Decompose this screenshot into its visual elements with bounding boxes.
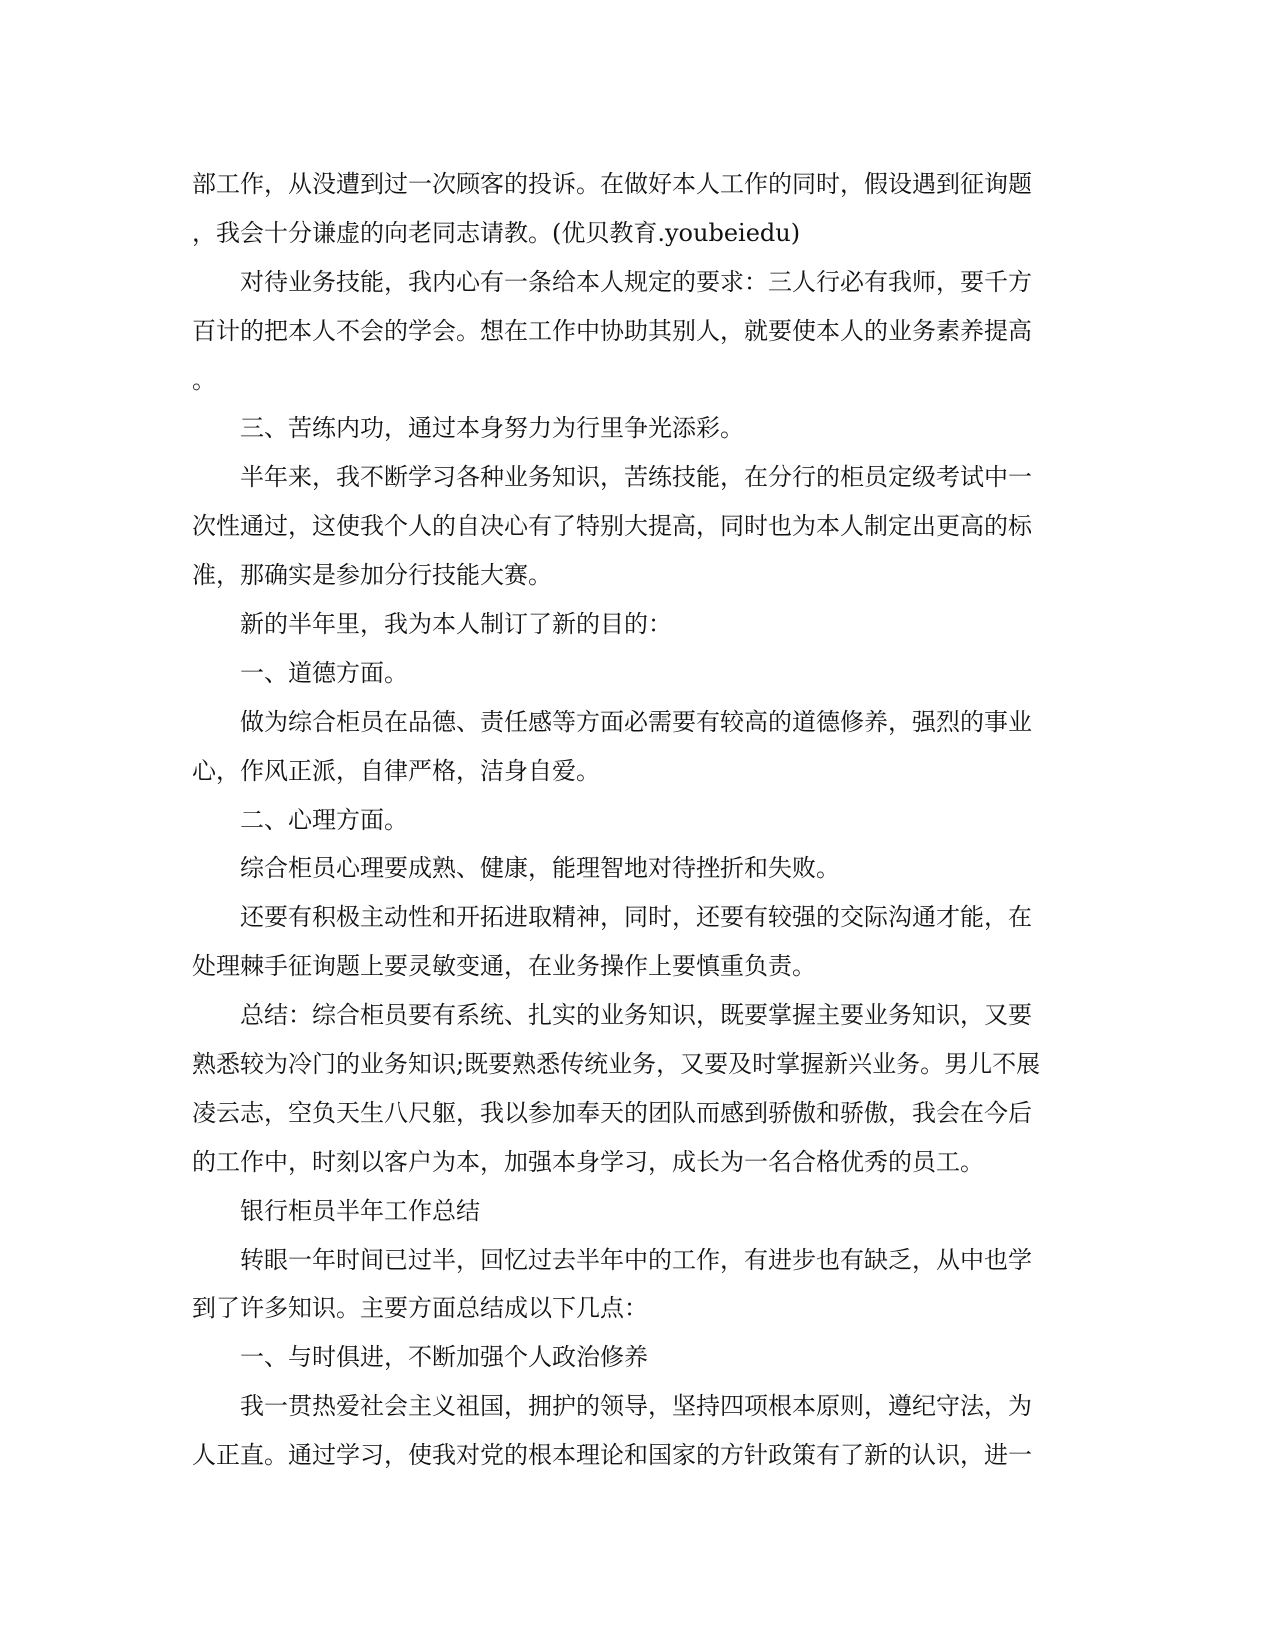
text-line: 熟悉较为冷门的业务知识;既要熟悉传统业务，又要及时掌握新兴业务。男儿不展 [192, 1050, 1041, 1079]
section-heading: 二、心理方面。 [240, 805, 408, 834]
text-line: 做为综合柜员在品德、责任感等方面必需要有较高的道德修养，强烈的事业 [240, 707, 1032, 736]
text-line: 还要有积极主动性和开拓进取精神，同时，还要有较强的交际沟通才能，在 [240, 903, 1032, 932]
section-heading: 一、道德方面。 [240, 658, 408, 687]
section-heading: 三、苦练内功，通过本身努力为行里争光添彩。 [240, 414, 744, 443]
text-line: 。 [192, 365, 216, 394]
text-line: 次性通过，这使我个人的自决心有了特别大提高，同时也为本人制定出更高的标 [192, 512, 1032, 541]
text-line: 的工作中，时刻以客户为本，加强本身学习，成长为一名合格优秀的员工。 [192, 1147, 984, 1176]
text-line: 百计的把本人不会的学会。想在工作中协助其别人，就要使本人的业务素养提高 [192, 316, 1032, 345]
text-line: 凌云志，空负天生八尺躯，我以参加奉天的团队而感到骄傲和骄傲，我会在今后 [192, 1098, 1032, 1127]
text-line: 准，那确实是参加分行技能大赛。 [192, 561, 552, 590]
text-line: 转眼一年时间已过半，回忆过去半年中的工作，有进步也有缺乏，从中也学 [240, 1245, 1032, 1274]
text-line: 综合柜员心理要成熟、健康，能理智地对待挫折和失败。 [240, 854, 840, 883]
text-line: 部工作，从没遭到过一次顾客的投诉。在做好本人工作的同时，假设遇到征询题 [192, 170, 1032, 198]
section-heading: 一、与时俱进，不断加强个人政治修养 [240, 1343, 648, 1372]
text-line: 半年来，我不断学习各种业务知识，苦练技能，在分行的柜员定级考试中一 [240, 463, 1032, 492]
document-body [192, 160, 1072, 1480]
text-line: 新的半年里，我为本人制订了新的目的： [240, 610, 672, 639]
text-line: 到了许多知识。主要方面总结成以下几点： [192, 1294, 648, 1323]
text-line: 总结：综合柜员要有系统、扎实的业务知识，既要掌握主要业务知识，又要 [240, 1001, 1032, 1030]
text-line: ，我会十分谦虚的向老同志请教。(优贝教育.youbeiedu) [192, 218, 801, 247]
text-line: 人正直。通过学习，使我对党的根本理论和国家的方针政策有了新的认识，进一 [192, 1441, 1032, 1470]
text-line: 我一贯热爱社会主义祖国，拥护的领导，坚持四项根本原则，遵纪守法，为 [240, 1392, 1032, 1421]
text-line: 对待业务技能，我内心有一条给本人规定的要求：三人行必有我师，要千方 [240, 267, 1032, 296]
text-line: 处理棘手征询题上要灵敏变通，在业务操作上要慎重负责。 [192, 952, 816, 981]
text-line: 心，作风正派，自律严格，洁身自爱。 [192, 756, 600, 785]
document-title: 银行柜员半年工作总结 [240, 1196, 480, 1225]
